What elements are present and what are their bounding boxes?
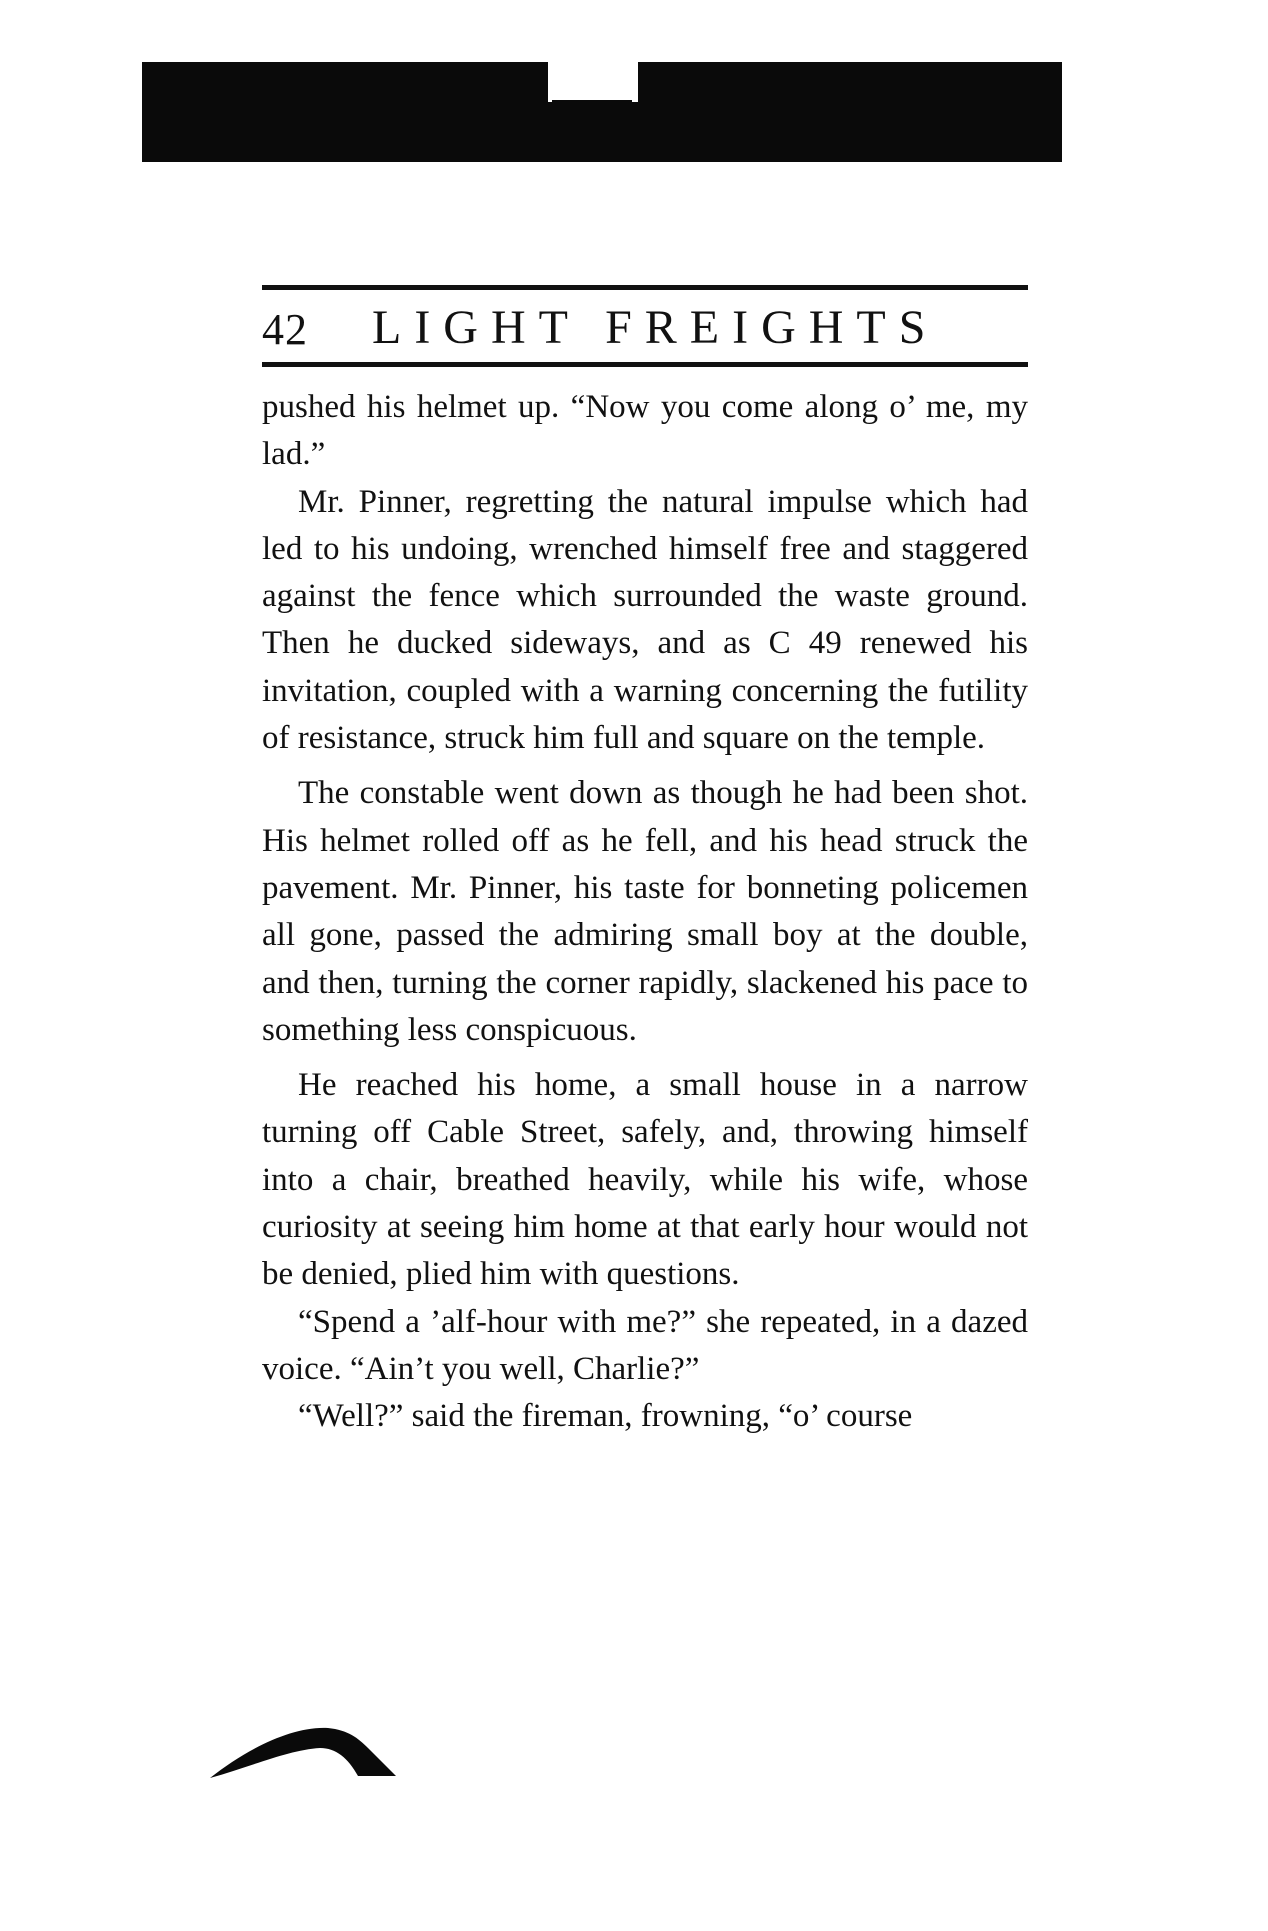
paragraph: “Spend a ’alf-hour with me?” she repeated, in a dazed voice. “Ain’t you well, Charlie?” (262, 1303, 1028, 1387)
scan-bar-notch (548, 62, 638, 102)
scan-bar-notch-line (552, 100, 632, 104)
paragraph: Mr. Pinner, regretting the natural impulse which had led to his undoing, wrenched himself free and staggered against the fence which surrounded the waste ground. Then he ducked sideways, and as C 49 renewed his invitation, coupled with a warning concerning the futility of resistance, struck him full and square on the temple. (262, 483, 1028, 757)
running-title: LIGHT FREIGHTS (372, 301, 939, 354)
page-number: 42 (262, 305, 308, 354)
running-head (262, 300, 1028, 362)
scan-thumb-mark (208, 1718, 398, 1780)
header-rule-top (262, 285, 1028, 290)
body-text (262, 384, 1028, 1441)
paragraph: He reached his home, a small house in a narrow turning off Cable Street, safely, and, throwing himself into a chair, breathed heavily, while his wife, whose curiosity at seeing him home at that early hour would not be denied, plied him with questions. (262, 1067, 1028, 1293)
header-rule-bottom (262, 362, 1028, 367)
paragraph: pushed his helmet up. “Now you come along o’ me, my lad.” (262, 389, 1028, 473)
paragraph: “Well?” said the fireman, frowning, “o’ course (298, 1398, 913, 1435)
paragraph: The constable went down as though he had been shot. His helmet rolled off as he fell, and his head struck the pavement. Mr. Pinner, his taste for bonneting policemen all gone, passed the admiring small boy at the double, and then, turning the corner rapidly, slackened his pace to something less conspicuous. (262, 775, 1028, 1048)
